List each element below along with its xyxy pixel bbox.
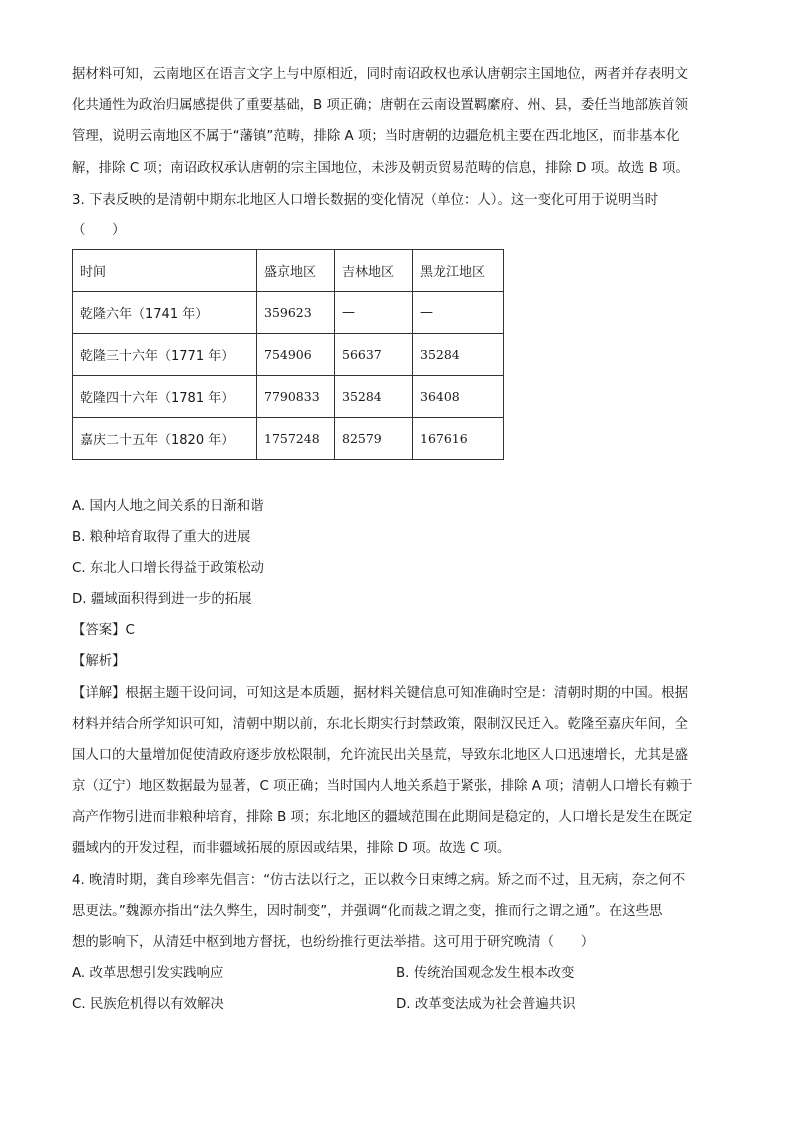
table-cell: 嘉庆二十五年（1820 年） bbox=[73, 418, 257, 460]
table-row bbox=[73, 292, 504, 334]
table-cell: 36408 bbox=[413, 376, 504, 418]
q3-option-d: D. 疆域面积得到进一步的拓展 bbox=[72, 592, 252, 607]
table-header-cell: 吉林地区 bbox=[335, 250, 413, 292]
table-cell: 7790833 bbox=[257, 376, 335, 418]
q3-analysis-label: 【解析】 bbox=[72, 654, 126, 669]
q4-stem-line-2: 思更法。”魏源亦指出“法久弊生，因时制变”，并强调“化而裁之谓之变，推而行之谓之通”。在这些思 bbox=[72, 904, 663, 919]
q3-option-c: C. 东北人口增长得益于政策松动 bbox=[72, 561, 264, 576]
table-cell: 359623 bbox=[257, 292, 335, 334]
q4-stem-line-1: 4. 晚清时期，龚自珍率先倡言：“仿古法以行之，正以救今日束缚之病。矫之而不过，且无病，奈之何不 bbox=[72, 873, 686, 888]
q3-detail-line-1: 【详解】根据主题干设问词，可知这是本质题，据材料关键信息可知准确时空是：清朝时期的中国。根据 bbox=[72, 686, 688, 701]
table-cell: 乾隆四十六年（1781 年） bbox=[73, 376, 257, 418]
table-cell: 35284 bbox=[413, 334, 504, 376]
q3-stem-line-1: 3. 下表反映的是清朝中期东北地区人口增长数据的变化情况（单位：人）。这一变化可用于说明当时 bbox=[72, 193, 659, 208]
table-cell: 乾隆六年（1741 年） bbox=[73, 292, 257, 334]
table-header-cell: 黑龙江地区 bbox=[413, 250, 504, 292]
prev-explanation-line-4: 解，排除 C 项；南诏政权承认唐朝的宗主国地位，未涉及朝贡贸易范畴的信息，排除 D 项。故选 B 项。 bbox=[72, 161, 689, 176]
q3-detail-line-3: 国人口的大量增加促使清政府逐步放松限制，允许流民出关垦荒，导致东北地区人口迅速增长，尤其是盛 bbox=[72, 748, 688, 763]
table-cell: — bbox=[413, 292, 504, 334]
q4-option-c: C. 民族危机得以有效解决 bbox=[72, 997, 224, 1012]
table-cell: — bbox=[335, 292, 413, 334]
prev-explanation-line-2: 化共通性为政治归属感提供了重要基础，B 项正确；唐朝在云南设置羁縻府、州、县，委任当地部族首领 bbox=[72, 98, 689, 113]
table-cell: 754906 bbox=[257, 334, 335, 376]
q3-option-b: B. 粮种培育取得了重大的进展 bbox=[72, 530, 251, 545]
q3-stem-line-2: （ ） bbox=[72, 223, 126, 238]
q3-answer: 【答案】C bbox=[72, 623, 135, 638]
table-row bbox=[73, 334, 504, 376]
table-row bbox=[73, 376, 504, 418]
population-table bbox=[72, 249, 504, 460]
prev-explanation-line-3: 管理，说明云南地区不属于“藩镇”范畴，排除 A 项；当时唐朝的边疆危机主要在西北地区，而非基本化 bbox=[72, 129, 680, 144]
q4-option-d: D. 改革变法成为社会普遍共识 bbox=[396, 997, 576, 1012]
q4-option-b: B. 传统治国观念发生根本改变 bbox=[396, 966, 575, 981]
table-cell: 1757248 bbox=[257, 418, 335, 460]
table-cell: 35284 bbox=[335, 376, 413, 418]
table-header-cell: 盛京地区 bbox=[257, 250, 335, 292]
q3-detail-line-5: 高产作物引进而非粮种培育，排除 B 项；东北地区的疆域范围在此期间是稳定的，人口增长是发生在既定 bbox=[72, 810, 693, 825]
q3-detail-line-6: 疆域内的开发过程，而非疆域拓展的原因或结果，排除 D 项。故选 C 项。 bbox=[72, 841, 511, 856]
q3-detail-line-2: 材料并结合所学知识可知，清朝中期以前，东北长期实行封禁政策，限制汉民迁入。乾隆至嘉庆年间，全 bbox=[72, 717, 688, 732]
table-header-cell: 时间 bbox=[73, 250, 257, 292]
q4-stem-line-3: 想的影响下，从清廷中枢到地方督抚，也纷纷推行更法举措。这可用于研究晚清（ ） bbox=[72, 935, 595, 950]
table-cell: 56637 bbox=[335, 334, 413, 376]
q3-option-a: A. 国内人地之间关系的日渐和谐 bbox=[72, 499, 264, 514]
q4-option-a: A. 改革思想引发实践响应 bbox=[72, 966, 224, 981]
prev-explanation-line-1: 据材料可知，云南地区在语言文字上与中原相近，同时南诏政权也承认唐朝宗主国地位，两者并存表明文 bbox=[72, 67, 688, 82]
table-row bbox=[73, 418, 504, 460]
table-cell: 82579 bbox=[335, 418, 413, 460]
q3-detail-line-4: 京（辽宁）地区数据最为显著，C 项正确；当时国内人地关系趋于紧张，排除 A 项；清朝人口增长有赖于 bbox=[72, 779, 693, 794]
table-cell: 乾隆三十六年（1771 年） bbox=[73, 334, 257, 376]
table-cell: 167616 bbox=[413, 418, 504, 460]
table-header-row bbox=[73, 250, 504, 292]
